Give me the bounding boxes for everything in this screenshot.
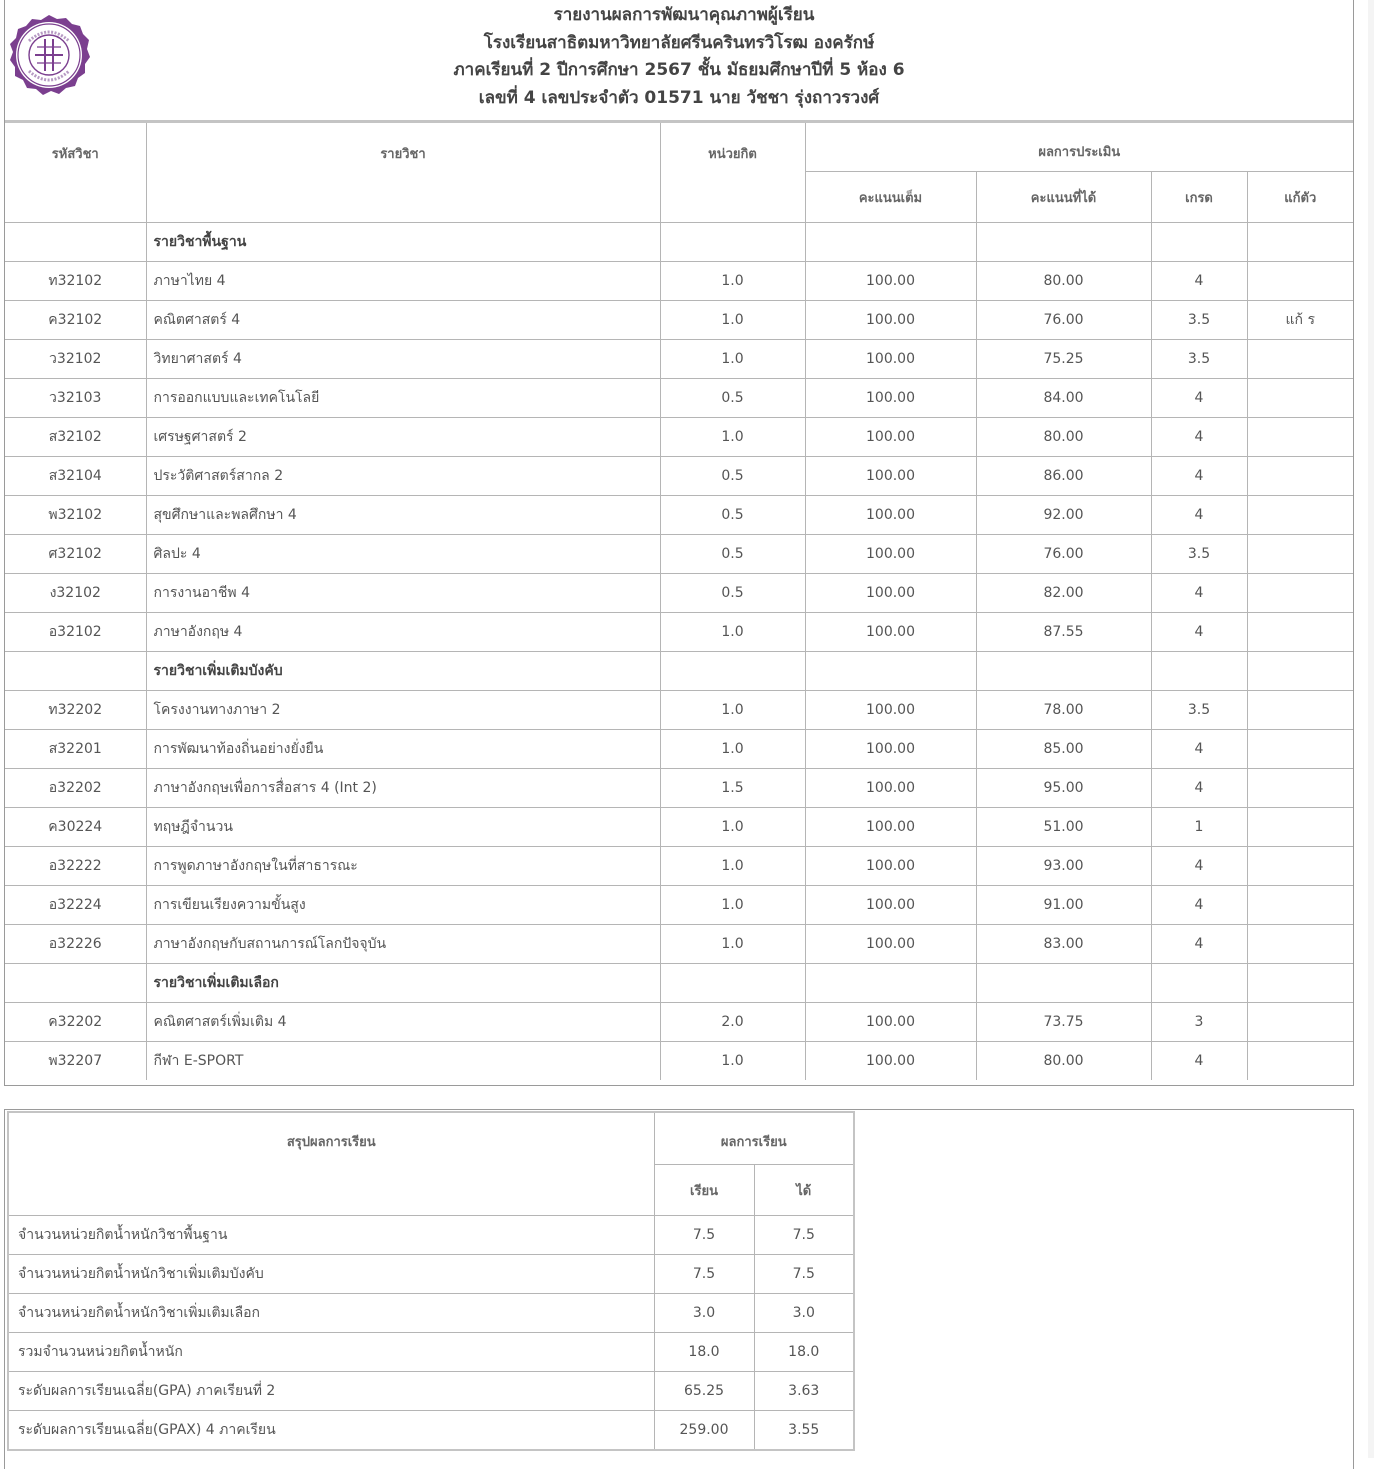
page-scrollbar[interactable]: [1368, 0, 1374, 1458]
full-score: 100.00: [805, 808, 976, 847]
summary-row: [8, 1216, 854, 1255]
empty-cell: [805, 652, 976, 691]
remedial: [1247, 457, 1353, 496]
grade: 1: [1151, 808, 1247, 847]
score: 91.00: [976, 886, 1151, 925]
subject-code: อ32102: [5, 613, 146, 652]
score: 85.00: [976, 730, 1151, 769]
grade: 3.5: [1151, 535, 1247, 574]
summary-row: [8, 1372, 854, 1411]
table-row: [5, 925, 1353, 964]
summary-earned: 3.55: [754, 1411, 854, 1451]
summary-studied: 259.00: [654, 1411, 754, 1451]
category-name: รายวิชาพื้นฐาน: [146, 223, 660, 262]
table-row: [5, 457, 1353, 496]
full-score: 100.00: [805, 301, 976, 340]
credit: 0.5: [660, 496, 805, 535]
score: 80.00: [976, 418, 1151, 457]
summary-earned: 3.0: [754, 1294, 854, 1333]
empty-cell: [1151, 964, 1247, 1003]
score: 87.55: [976, 613, 1151, 652]
grade: 4: [1151, 379, 1247, 418]
term-info: ภาคเรียนที่ 2 ปีการศึกษา 2567 ชั้น มัธยมศึกษาปีที่ 5 ห้อง 6: [453, 60, 905, 80]
subject-name: ภาษาอังกฤษ 4: [146, 613, 660, 652]
grade: 4: [1151, 730, 1247, 769]
header-full-score: คะแนนเต็ม: [805, 172, 976, 223]
credit: 1.5: [660, 769, 805, 808]
full-score: 100.00: [805, 496, 976, 535]
credit: 2.0: [660, 1003, 805, 1042]
summary-label: จำนวนหน่วยกิตน้ำหนักวิชาพื้นฐาน: [8, 1216, 654, 1255]
table-row: [5, 340, 1353, 379]
subject-code: อ32222: [5, 847, 146, 886]
empty-cell: [976, 223, 1151, 262]
summary-section: [4, 1109, 1354, 1469]
table-row: [5, 613, 1353, 652]
credit: 0.5: [660, 457, 805, 496]
credit: 1.0: [660, 340, 805, 379]
subject-name: วิทยาศาสตร์ 4: [146, 340, 660, 379]
empty-cell: [1247, 223, 1353, 262]
remedial: [1247, 418, 1353, 457]
remedial: [1247, 847, 1353, 886]
subject-name: การเขียนเรียงความขั้นสูง: [146, 886, 660, 925]
subject-name: คณิตศาสตร์เพิ่มเติม 4: [146, 1003, 660, 1042]
remedial: [1247, 886, 1353, 925]
remedial: [1247, 535, 1353, 574]
summary-earned: 3.63: [754, 1372, 854, 1411]
subject-code: ว32102: [5, 340, 146, 379]
empty-cell: [5, 223, 146, 262]
subject-code: พ32102: [5, 496, 146, 535]
table-row: [5, 730, 1353, 769]
score: 95.00: [976, 769, 1151, 808]
empty-cell: [976, 964, 1151, 1003]
header-remedial: แก้ตัว: [1247, 172, 1353, 223]
score: 51.00: [976, 808, 1151, 847]
remedial: [1247, 496, 1353, 535]
grade: 3.5: [1151, 340, 1247, 379]
credit: 0.5: [660, 535, 805, 574]
remedial: [1247, 340, 1353, 379]
grade: 4: [1151, 769, 1247, 808]
subject-name: ประวัติศาสตร์สากล 2: [146, 457, 660, 496]
subject-name: การพูดภาษาอังกฤษในที่สาธารณะ: [146, 847, 660, 886]
report-title: รายงานผลการพัฒนาคุณภาพผู้เรียน: [553, 5, 815, 25]
summary-label: จำนวนหน่วยกิตน้ำหนักวิชาเพิ่มเติมเลือก: [8, 1294, 654, 1333]
remedial: [1247, 1042, 1353, 1081]
subject-code: ค32102: [5, 301, 146, 340]
grade: 4: [1151, 847, 1247, 886]
grade: 4: [1151, 1042, 1247, 1081]
full-score: 100.00: [805, 886, 976, 925]
score: 78.00: [976, 691, 1151, 730]
student-info: เลขที่ 4 เลขประจำตัว 01571 นาย วัชชา รุ่งถาวรวงศ์: [478, 87, 880, 108]
remedial: [1247, 379, 1353, 418]
score: 82.00: [976, 574, 1151, 613]
grade-report: [4, 0, 1354, 1086]
grade: 4: [1151, 457, 1247, 496]
table-row: [5, 886, 1353, 925]
score: 80.00: [976, 1042, 1151, 1081]
summary-label: รวมจำนวนหน่วยกิตน้ำหนัก: [8, 1333, 654, 1372]
empty-cell: [1247, 652, 1353, 691]
full-score: 100.00: [805, 613, 976, 652]
subject-code: อ32202: [5, 769, 146, 808]
empty-cell: [5, 652, 146, 691]
remedial: [1247, 1003, 1353, 1042]
credit: 1.0: [660, 847, 805, 886]
subject-code: ส32102: [5, 418, 146, 457]
full-score: 100.00: [805, 730, 976, 769]
category-row: [5, 223, 1353, 262]
grade: 4: [1151, 262, 1247, 301]
full-score: 100.00: [805, 379, 976, 418]
credit: 0.5: [660, 574, 805, 613]
table-row: [5, 301, 1353, 340]
score: 92.00: [976, 496, 1151, 535]
score: 76.00: [976, 535, 1151, 574]
summary-studied-header: เรียน: [654, 1165, 754, 1216]
summary-studied: 3.0: [654, 1294, 754, 1333]
credit: 1.0: [660, 886, 805, 925]
subject-code: ท32102: [5, 262, 146, 301]
grade: 4: [1151, 418, 1247, 457]
summary-row: [8, 1411, 854, 1451]
empty-cell: [976, 652, 1151, 691]
full-score: 100.00: [805, 457, 976, 496]
credit: 1.0: [660, 691, 805, 730]
empty-cell: [1151, 223, 1247, 262]
subject-name: การออกแบบและเทคโนโลยี: [146, 379, 660, 418]
empty-cell: [805, 223, 976, 262]
summary-result-header: ผลการเรียน: [654, 1112, 854, 1165]
credit: 1.0: [660, 262, 805, 301]
full-score: 100.00: [805, 535, 976, 574]
summary-earned: 7.5: [754, 1255, 854, 1294]
table-row: [5, 808, 1353, 847]
grades-body: [5, 223, 1353, 1081]
credit: 1.0: [660, 301, 805, 340]
subject-code: ส32201: [5, 730, 146, 769]
credit: 1.0: [660, 1042, 805, 1081]
table-row: [5, 379, 1353, 418]
summary-studied: 65.25: [654, 1372, 754, 1411]
category-row: [5, 652, 1353, 691]
score: 80.00: [976, 262, 1151, 301]
grade: 4: [1151, 925, 1247, 964]
table-row: [5, 262, 1353, 301]
summary-table: [7, 1111, 855, 1451]
credit: 1.0: [660, 613, 805, 652]
grade: 4: [1151, 574, 1247, 613]
summary-row: [8, 1333, 854, 1372]
subject-code: พ32207: [5, 1042, 146, 1081]
summary-label: จำนวนหน่วยกิตน้ำหนักวิชาเพิ่มเติมบังคับ: [8, 1255, 654, 1294]
full-score: 100.00: [805, 769, 976, 808]
header-grade: เกรด: [1151, 172, 1247, 223]
empty-cell: [805, 964, 976, 1003]
subject-name: เศรษฐศาสตร์ 2: [146, 418, 660, 457]
table-row: [5, 691, 1353, 730]
full-score: 100.00: [805, 691, 976, 730]
grade: 3.5: [1151, 301, 1247, 340]
remedial: แก้ ร: [1247, 301, 1353, 340]
category-name: รายวิชาเพิ่มเติมเลือก: [146, 964, 660, 1003]
grade: 3.5: [1151, 691, 1247, 730]
subject-name: ภาษาอังกฤษกับสถานการณ์โลกปัจจุบัน: [146, 925, 660, 964]
credit: 1.0: [660, 730, 805, 769]
summary-body: [8, 1216, 854, 1451]
table-row: [5, 535, 1353, 574]
empty-cell: [5, 964, 146, 1003]
category-row: [5, 964, 1353, 1003]
full-score: 100.00: [805, 262, 976, 301]
subject-code: อ32226: [5, 925, 146, 964]
remedial: [1247, 925, 1353, 964]
score: 84.00: [976, 379, 1151, 418]
score: 93.00: [976, 847, 1151, 886]
header-subject: รายวิชา: [146, 123, 660, 223]
empty-cell: [660, 964, 805, 1003]
credit: 0.5: [660, 379, 805, 418]
subject-code: ง32102: [5, 574, 146, 613]
subject-code: ท32202: [5, 691, 146, 730]
credit: 1.0: [660, 418, 805, 457]
header-code: รหัสวิชา: [5, 123, 146, 223]
full-score: 100.00: [805, 574, 976, 613]
score: 73.75: [976, 1003, 1151, 1042]
subject-name: การพัฒนาท้องถิ่นอย่างยั่งยืน: [146, 730, 660, 769]
subject-code: ค32202: [5, 1003, 146, 1042]
table-row: [5, 418, 1353, 457]
category-name: รายวิชาเพิ่มเติมบังคับ: [146, 652, 660, 691]
header-score: คะแนนที่ได้: [976, 172, 1151, 223]
subject-code: ส32104: [5, 457, 146, 496]
table-row: [5, 1003, 1353, 1042]
credit: 1.0: [660, 808, 805, 847]
summary-title: สรุปผลการเรียน: [8, 1112, 654, 1216]
score: 76.00: [976, 301, 1151, 340]
full-score: 100.00: [805, 1042, 976, 1081]
subject-code: ว32103: [5, 379, 146, 418]
summary-label: ระดับผลการเรียนเฉลี่ย(GPAX) 4 ภาคเรียน: [8, 1411, 654, 1451]
summary-studied: 7.5: [654, 1255, 754, 1294]
summary-row: [8, 1255, 854, 1294]
full-score: 100.00: [805, 418, 976, 457]
remedial: [1247, 613, 1353, 652]
school-name: โรงเรียนสาธิตมหาวิทยาลัยศรีนครินทรวิโรฒ องครักษ์: [483, 32, 875, 53]
full-score: 100.00: [805, 925, 976, 964]
credit: 1.0: [660, 925, 805, 964]
subject-name: ภาษาอังกฤษเพื่อการสื่อสาร 4 (Int 2): [146, 769, 660, 808]
header-credit: หน่วยกิต: [660, 123, 805, 223]
table-row: [5, 574, 1353, 613]
remedial: [1247, 691, 1353, 730]
empty-cell: [1247, 964, 1353, 1003]
grade: 4: [1151, 496, 1247, 535]
full-score: 100.00: [805, 1003, 976, 1042]
full-score: 100.00: [805, 847, 976, 886]
summary-label: ระดับผลการเรียนเฉลี่ย(GPA) ภาคเรียนที่ 2: [8, 1372, 654, 1411]
summary-studied: 18.0: [654, 1333, 754, 1372]
remedial: [1247, 730, 1353, 769]
subject-name: โครงงานทางภาษา 2: [146, 691, 660, 730]
remedial: [1247, 808, 1353, 847]
empty-cell: [660, 652, 805, 691]
subject-name: คณิตศาสตร์ 4: [146, 301, 660, 340]
report-header: [5, 0, 1353, 123]
subject-code: อ32224: [5, 886, 146, 925]
table-row: [5, 1042, 1353, 1081]
table-row: [5, 496, 1353, 535]
empty-cell: [1151, 652, 1247, 691]
score: 86.00: [976, 457, 1151, 496]
summary-studied: 7.5: [654, 1216, 754, 1255]
subject-name: การงานอาชีพ 4: [146, 574, 660, 613]
empty-cell: [660, 223, 805, 262]
table-row: [5, 847, 1353, 886]
grade: 3: [1151, 1003, 1247, 1042]
grades-table: [5, 123, 1353, 1080]
table-row: [5, 769, 1353, 808]
grade: 4: [1151, 613, 1247, 652]
score: 75.25: [976, 340, 1151, 379]
subject-code: ศ32102: [5, 535, 146, 574]
remedial: [1247, 262, 1353, 301]
summary-earned: 18.0: [754, 1333, 854, 1372]
subject-code: ค30224: [5, 808, 146, 847]
grade: 4: [1151, 886, 1247, 925]
summary-earned-header: ได้: [754, 1165, 854, 1216]
subject-name: ภาษาไทย 4: [146, 262, 660, 301]
subject-name: สุขศึกษาและพลศึกษา 4: [146, 496, 660, 535]
full-score: 100.00: [805, 340, 976, 379]
remedial: [1247, 574, 1353, 613]
remedial: [1247, 769, 1353, 808]
summary-earned: 7.5: [754, 1216, 854, 1255]
subject-name: กีฬา E-SPORT: [146, 1042, 660, 1081]
subject-name: ทฤษฎีจำนวน: [146, 808, 660, 847]
subject-name: ศิลปะ 4: [146, 535, 660, 574]
score: 83.00: [976, 925, 1151, 964]
summary-row: [8, 1294, 854, 1333]
header-evaluation: ผลการประเมิน: [805, 123, 1353, 172]
